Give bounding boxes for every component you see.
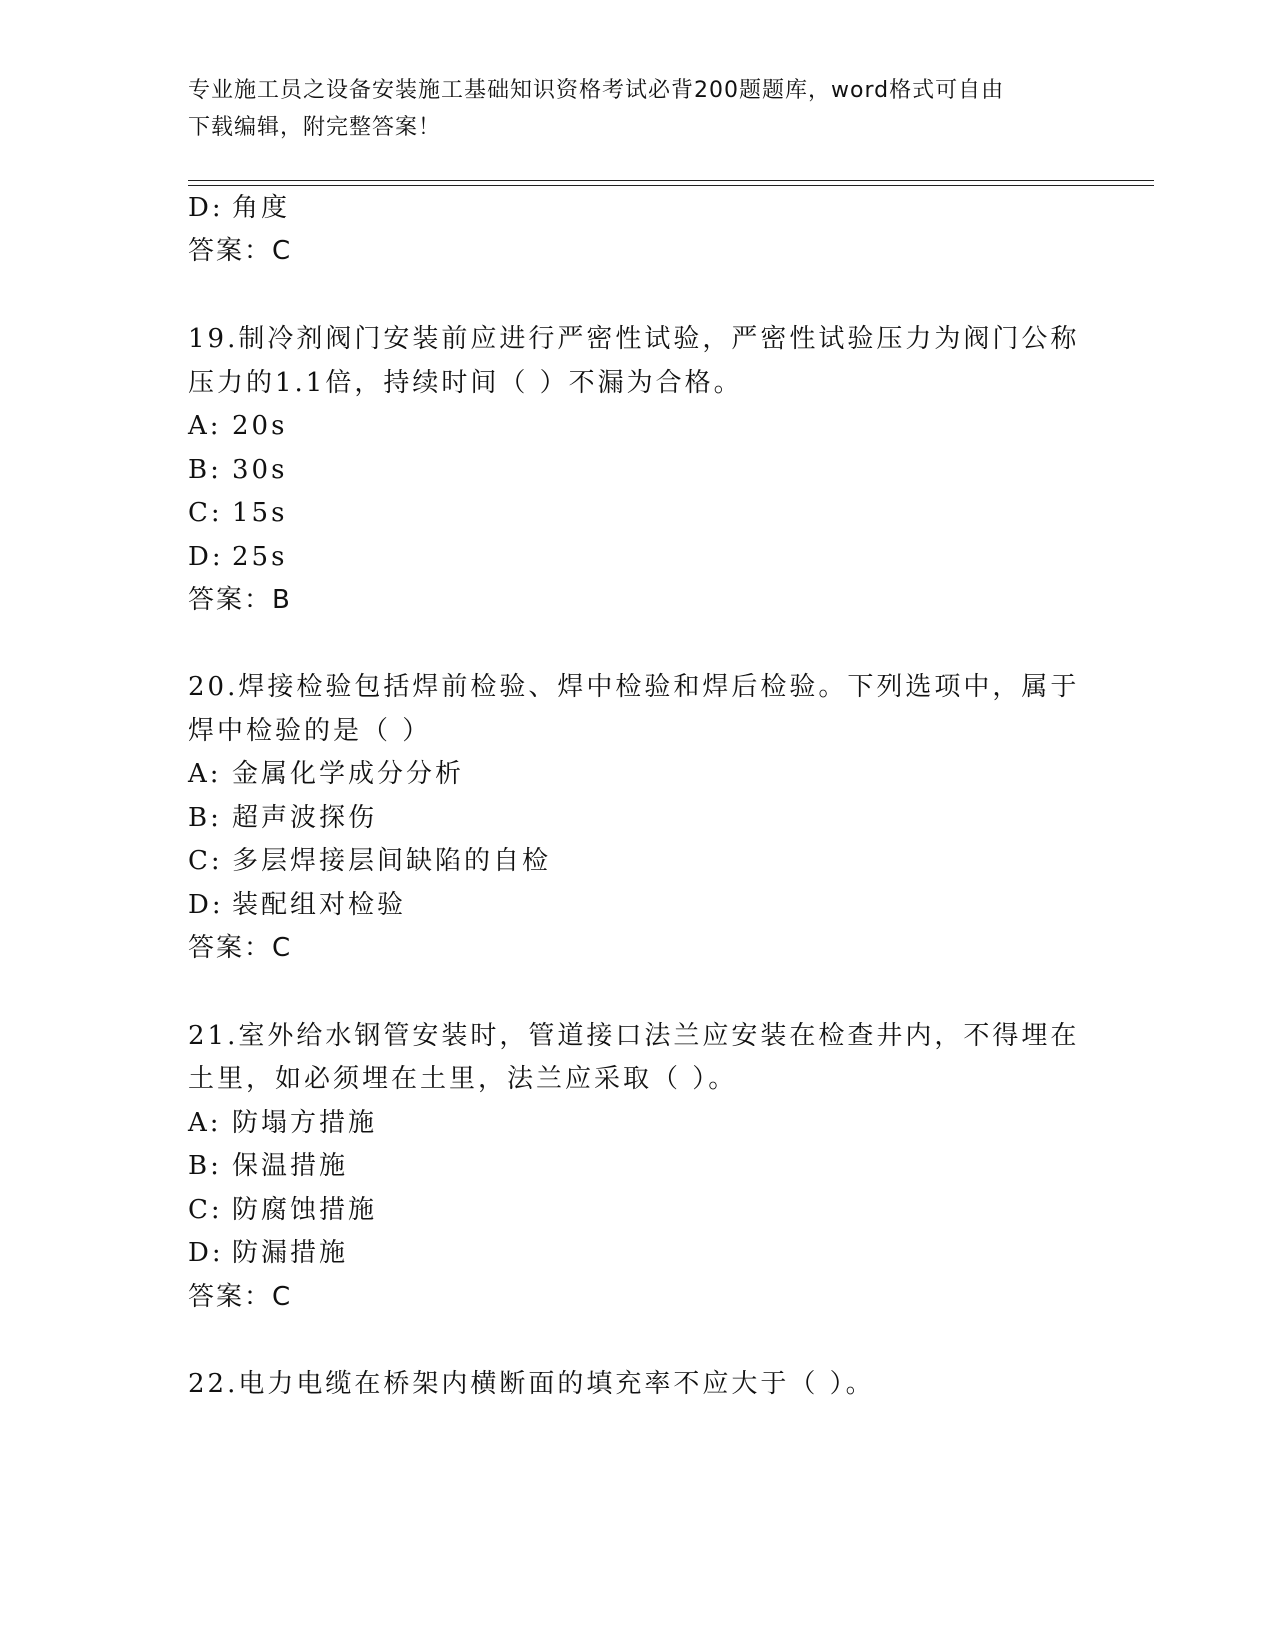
header-divider-bottom — [188, 185, 1154, 186]
option-text: 保温措施 — [232, 1151, 349, 1181]
option-text: 角度 — [232, 193, 291, 223]
q20-stem-line-1: 20.焊接检验包括焊前检验、焊中检验和焊后检验。下列选项中，属于 — [188, 672, 1080, 702]
q21-option-b — [188, 1151, 348, 1181]
option-label: A: — [188, 759, 222, 789]
option-text: 防塌方措施 — [232, 1108, 378, 1138]
header-divider-top — [188, 180, 1154, 181]
option-label: D: — [188, 193, 224, 223]
q22-stem-line-1: 22.电力电缆在桥架内横断面的填充率不应大于（ ）。 — [188, 1369, 875, 1399]
option-text: 超声波探伤 — [232, 803, 378, 833]
option-label: D: — [188, 542, 224, 572]
option-label: C: — [188, 846, 223, 876]
q21-option-a — [188, 1108, 377, 1138]
q21-stem-line-2: 土里，如必须埋在土里，法兰应采取（ ）。 — [188, 1064, 738, 1094]
header-line-2: 下载编辑，附完整答案！ — [188, 115, 442, 140]
q19-stem-line-1: 19.制冷剂阀门安装前应进行严密性试验，严密性试验压力为阀门公称 — [188, 324, 1080, 354]
header-line-1: 专业施工员之设备安装施工基础知识资格考试必背200题题库，word格式可自由 — [188, 78, 1005, 103]
q19-option-a — [188, 411, 287, 441]
option-label: B: — [188, 803, 222, 833]
option-label: D: — [188, 1238, 224, 1268]
q18-option-d — [188, 193, 290, 223]
q20-option-a — [188, 759, 464, 789]
option-text: 25s — [232, 542, 288, 572]
q19-option-b — [188, 455, 287, 485]
option-label: C: — [188, 1195, 223, 1225]
option-text: 20s — [232, 411, 288, 441]
document-header — [188, 72, 1088, 146]
q20-answer: 答案：C — [188, 933, 293, 963]
option-label: D: — [188, 890, 224, 920]
q20-option-b — [188, 803, 377, 833]
q18-answer: 答案：C — [188, 236, 293, 266]
q20-stem-line-2: 焊中检验的是（ ） — [188, 716, 432, 746]
option-text: 装配组对检验 — [232, 890, 407, 920]
q19-option-c — [188, 498, 287, 528]
option-label: C: — [188, 498, 223, 528]
option-text: 防腐蚀措施 — [232, 1195, 378, 1225]
option-label: B: — [188, 455, 222, 485]
q19-stem-line-2: 压力的1.1倍，持续时间（ ）不漏为合格。 — [188, 368, 743, 398]
option-text: 30s — [232, 455, 288, 485]
q19-answer: 答案：B — [188, 585, 292, 615]
option-label: A: — [188, 1108, 222, 1138]
q20-option-c — [188, 846, 551, 876]
option-text: 金属化学成分分析 — [232, 759, 465, 789]
option-text: 多层焊接层间缺陷的自检 — [232, 846, 552, 876]
option-label: A: — [188, 411, 222, 441]
q19-option-d — [188, 542, 287, 572]
q21-stem-line-1: 21.室外给水钢管安装时，管道接口法兰应安装在检查井内，不得埋在 — [188, 1021, 1080, 1051]
q21-option-d — [188, 1238, 348, 1268]
option-text: 防漏措施 — [232, 1238, 349, 1268]
q21-option-c — [188, 1195, 377, 1225]
q20-option-d — [188, 890, 406, 920]
option-label: B: — [188, 1151, 222, 1181]
option-text: 15s — [232, 498, 288, 528]
q21-answer: 答案：C — [188, 1282, 293, 1312]
